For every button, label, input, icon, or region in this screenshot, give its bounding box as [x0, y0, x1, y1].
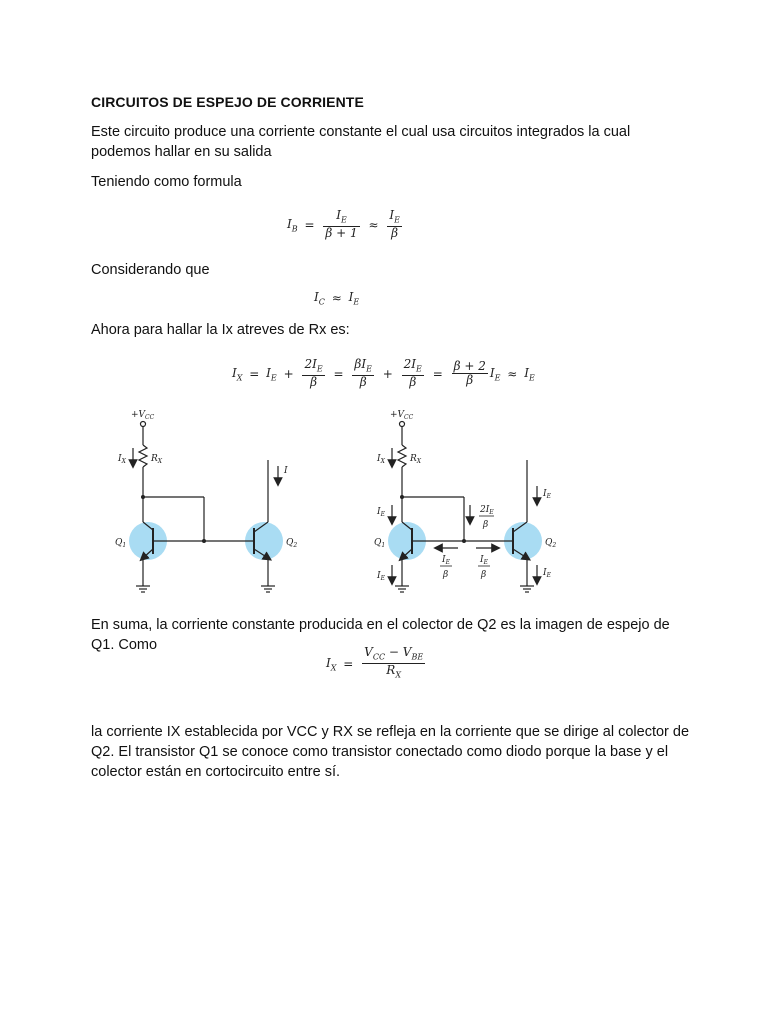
ix-intro-paragraph: Ahora para hallar la Ix atreves de Rx es: [91, 322, 350, 338]
page-title: CIRCUITOS DE ESPEJO DE CORRIENTE [91, 94, 364, 110]
considering-paragraph: Considerando que [91, 262, 210, 278]
left-vcc-terminal [141, 422, 146, 427]
svg-text:IE: $I_E$ [442, 555, 450, 566]
equation-ix: $I_X = I_E$ + $\frac{2I_E}{\beta}$ = $\frac{\beta I_E}{\beta}$ + $\frac{2I_E}{\beta}$ = $\frac{\beta + 2}{\beta}$ $I_E \approx I_E$ [232, 357, 535, 390]
svg-text:IE: $I_E$ [377, 571, 385, 582]
svg-text:2IE: $2I_E$ [480, 505, 494, 516]
conclusion-paragraph: la corriente IX establecida por VCC y RX se refleja en la corriente que se dirige al colector de Q2. El transistor Q1 se conoce como transistor conectado como diodo porque la base y el colector están en cortocircuito entre sí. [91, 724, 690, 780]
equation-ix-vcc: $I_X$ = $\frac{V_{CC} - V_{BE}}{R_X}$ [326, 645, 424, 680]
svg-text:IX: $I_X$ [118, 454, 126, 465]
left-circuit [129, 422, 283, 593]
svg-text:RX: $R_X$ [151, 454, 163, 465]
svg-text:IE: $I_E$ [377, 507, 385, 518]
right-circuit [388, 422, 542, 593]
equation-collector-current: $I_C \approx I_E$ [314, 290, 360, 307]
svg-text:β: β [481, 570, 487, 580]
svg-text:RX: $R_X$ [410, 454, 422, 465]
svg-text:β: β [483, 520, 489, 530]
svg-text:Q2: $Q_2$ [545, 538, 557, 549]
svg-text:IE: $I_E$ [543, 568, 551, 579]
svg-text:+VCC: $+V_{CC}$ [131, 410, 155, 421]
right-rx-resistor [398, 445, 406, 467]
formula-intro-paragraph: Teniendo como formula [91, 174, 242, 190]
svg-text:I: I [284, 466, 288, 476]
current-mirror-diagrams [0, 400, 768, 605]
svg-text:IE: $I_E$ [543, 489, 551, 500]
intro-paragraph: Este circuito produce una corriente constante el cual usa circuitos integrados la cual podemos hallar en su salida [91, 124, 631, 160]
right-vcc-terminal [400, 422, 405, 427]
svg-text:+VCC: $+V_{CC}$ [390, 410, 414, 421]
svg-text:IX: $I_X$ [377, 454, 385, 465]
svg-text:IE: $I_E$ [480, 555, 488, 566]
svg-text:β: β [443, 570, 449, 580]
left-junction-dot [202, 539, 206, 543]
svg-text:Q1: $Q_1$ [115, 538, 127, 549]
svg-text:Q2: $Q_2$ [286, 538, 298, 549]
svg-text:Q1: $Q_1$ [374, 538, 386, 549]
left-rx-resistor [139, 445, 147, 467]
summary-paragraph: En suma, la corriente constante producida en el colector de Q2 es la imagen de espejo de Q1. Como [91, 617, 670, 653]
equation-base-current: $I_B$ = $\frac{I_E}{\beta + 1}$ ≈ $\frac{I_E}{\beta}$ [287, 208, 400, 241]
